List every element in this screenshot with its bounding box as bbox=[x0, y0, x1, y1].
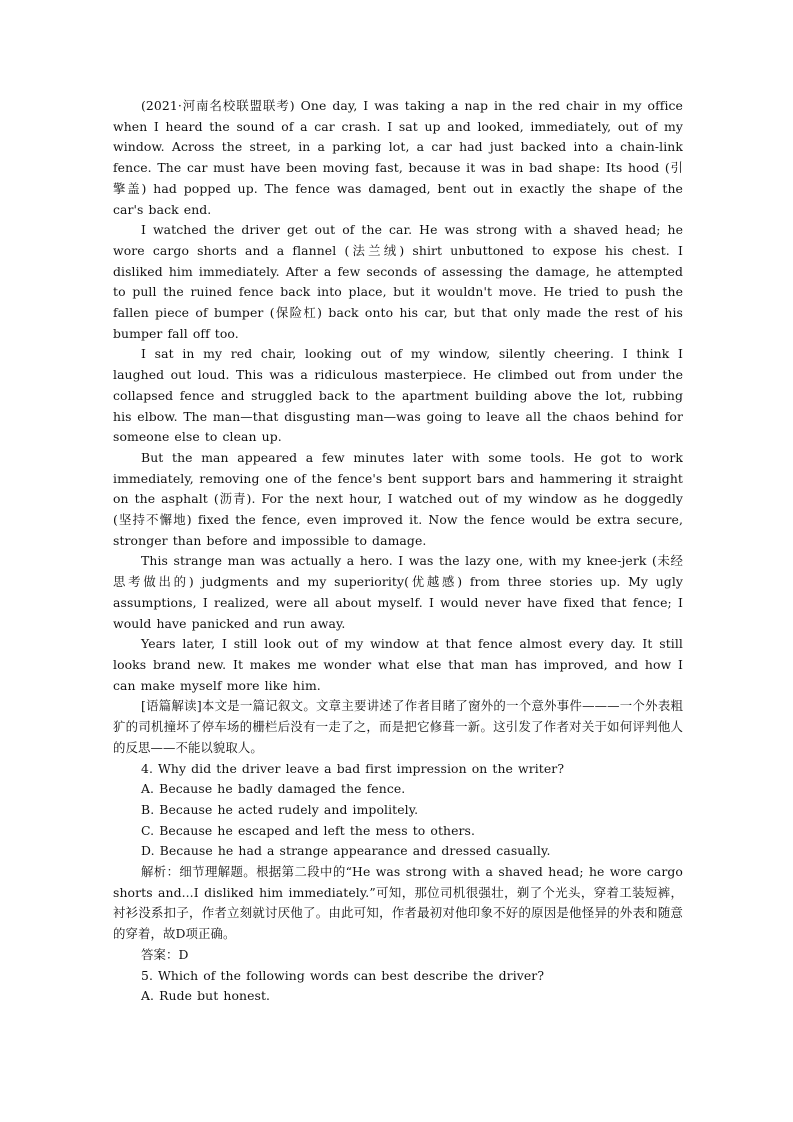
question-4-option-d: D. Because he had a strange appearance and dressed casually. bbox=[141, 843, 551, 859]
question-4-option-a: A. Because he badly damaged the fence. bbox=[141, 781, 406, 797]
question-5-option-a: A. Rude but honest. bbox=[141, 988, 271, 1004]
passage-paragraph-5: This strange man was actually a hero. I was the lazy one, with my knee-jerk (未经思考做出的) judgments and my superiority(优越感) from three stories up. My ugly assumptions, I realized, were all about myself. I would never have fixed that fence; I would have panicked and run away. bbox=[113, 553, 683, 631]
question-4-option-c: C. Because he escaped and left the mess to others. bbox=[141, 822, 476, 838]
question-4-stem: 4. Why did the driver leave a bad first impression on the writer? bbox=[141, 760, 565, 776]
passage-paragraph-3: I sat in my red chair, looking out of my window, silently cheering. I think I laughed out loud. This was a ridiculous masterpiece. He climbed out from under the collapsed fence and struggled back to the apartment building above the lot, rubbing his elbow. The man—that disgusting man—was going to leave all the chaos behind for someone else to clean up. bbox=[113, 346, 683, 445]
question-4-explanation: 解析：细节理解题。根据第二段中的“He was strong with a shaved head; he wore cargo shorts and...I disliked him immediately.”可知，那位司机很强壮，剃了个光头，穿着工装短裤，衬衫没系扣子，作者立刻就讨厌他了。由此可知，作者最初对他印象不好的原因是他怪异的外表和随意的穿着，故D项正确。 bbox=[113, 864, 683, 942]
question-4-option-b: B. Because he acted rudely and impolitely. bbox=[141, 801, 419, 817]
passage-paragraph-6: Years later, I still look out of my window at that fence almost every day. It still looks brand new. It makes me wonder what else that man has improved, and how I can make myself more like him. bbox=[113, 636, 683, 693]
question-5-stem: 5. Which of the following words can best describe the driver? bbox=[141, 967, 545, 983]
passage-paragraph-2: I watched the driver get out of the car. He was strong with a shaved head; he wore cargo shorts and a flannel (法兰绒) shirt unbuttoned to expose his chest. I disliked him immediately. After a few seconds of assessing the damage, he attempted to pull the ruined fence back into place, but it wouldn't move. He tried to push the fallen piece of bumper (保险杠) back onto his car, but that only made the rest of his bumper fall off too. bbox=[113, 222, 683, 341]
question-4-answer: 答案：D bbox=[141, 946, 189, 962]
passage-paragraph-1: (2021·河南名校联盟联考) One day, I was taking a nap in the red chair in my office when I heard the sound of a car crash. I sat up and looked, immediately, out of my window. Across the street, in a parking lot, a car had just backed into a chain-link fence. The car must have been moving fast, because it was in bad shape: Its hood (引擎盖) had popped up. The fence was damaged, bent out in exactly the shape of the car's back end. bbox=[113, 98, 683, 217]
passage-paragraph-4: But the man appeared a few minutes later with some tools. He got to work immediately, removing one of the fence's bent support bars and hammering it straight on the asphalt (沥青). For the next hour, I watched out of my window as he doggedly (坚持不懈地) fixed the fence, even improved it. Now the fence would be extra secure, stronger than before and impossible to damage. bbox=[113, 449, 683, 548]
passage-summary: [语篇解读]本文是一篇记叙文。文章主要讲述了作者目睹了窗外的一个意外事件———一个外表粗犷的司机撞坏了停车场的栅栏后没有一走了之，而是把它修葺一新。这引发了作者对关于如何评判他人的反思——不能以貌取人。 bbox=[113, 698, 683, 755]
